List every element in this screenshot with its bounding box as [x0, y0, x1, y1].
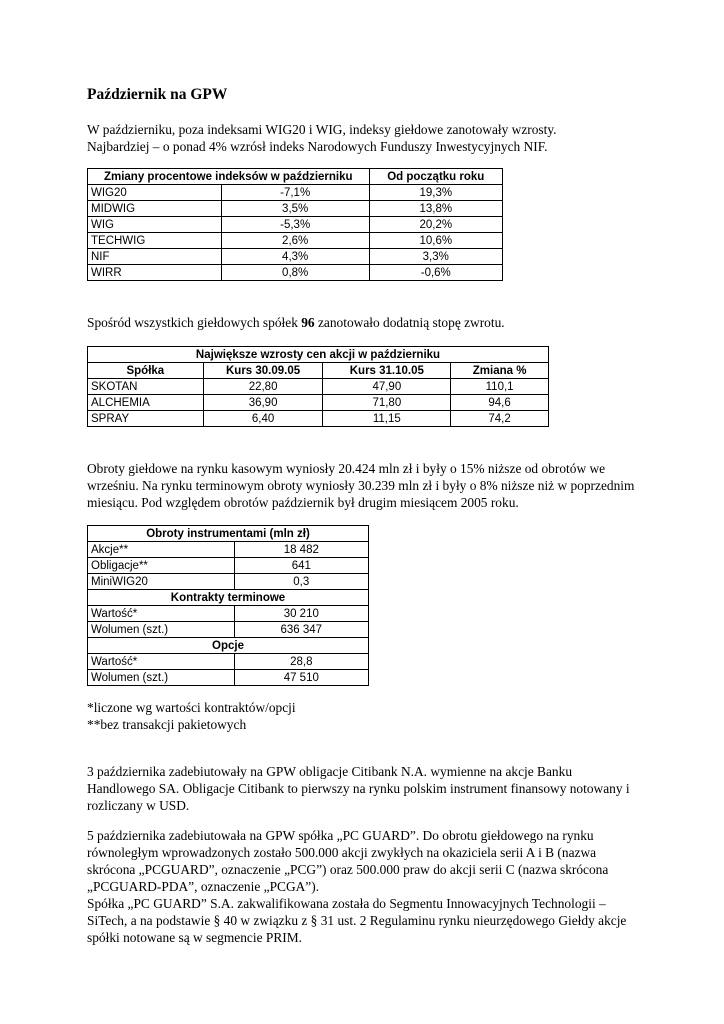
instrument-value: 0,3 [234, 574, 368, 590]
pcguard-paragraph [87, 827, 647, 946]
pcguard-line: SiTech, a na podstawie § 40 w związku z § 31 ust. 2 Regulaminu rynku nieurzędowego Giełdy akcje [87, 913, 627, 928]
table-row [88, 606, 369, 622]
price-change: 110,1 [451, 379, 549, 395]
table-row [88, 395, 549, 411]
table-row [88, 574, 369, 590]
october-change: -7,1% [221, 185, 369, 201]
index-name: NIF [88, 249, 222, 265]
turnover-line: wrześniu. Na rynku terminowym obroty wyniosły 30.239 mln zł i były o 8% niższe niż w poprzednim [87, 478, 635, 493]
instrument-value: 641 [234, 558, 368, 574]
turnover-line: Obroty giełdowe na rynku kasowym wyniosły 20.424 mln zł i były o 15% niższe od obrotów we [87, 461, 606, 476]
company-name: SKOTAN [88, 379, 204, 395]
price-start: 22,80 [203, 379, 323, 395]
table-row [88, 654, 369, 670]
table-row [88, 670, 369, 686]
intro-line: W październiku, poza indeksami WIG20 i WIG, indeksy giełdowe zanotowały wzrosty. [87, 122, 557, 137]
table-row [88, 185, 503, 201]
citibank-paragraph [87, 763, 647, 814]
table-row [88, 622, 369, 638]
section-header-row [88, 590, 369, 606]
table-row [88, 201, 503, 217]
citibank-line: Handlowego SA. Obligacje Citibank to pierwszy na rynku polskim instrument finansowy notowany i [87, 781, 630, 796]
index-name: WIRR [88, 265, 222, 281]
table-row [88, 558, 369, 574]
table-header-row [88, 169, 503, 185]
october-change: 4,3% [221, 249, 369, 265]
table-header-row [88, 363, 549, 379]
column-header: Zmiana % [451, 363, 549, 379]
turnover-line: miesiącu. Pod względem obrotów październik był drugim miesiącem 2005 roku. [87, 495, 519, 510]
returns-before: Spośród wszystkich giełdowych spółek [87, 315, 302, 330]
table-row [88, 233, 503, 249]
column-header: Od początku roku [369, 169, 502, 185]
instrument-label: Akcje** [88, 542, 235, 558]
october-change: 3,5% [221, 201, 369, 217]
pcguard-line: spółki notowane są w segmencie PRIM. [87, 930, 302, 945]
column-header: Kurs 30.09.05 [203, 363, 323, 379]
instrument-value: 18 482 [234, 542, 368, 558]
table-row [88, 265, 503, 281]
ytd-change: 3,3% [369, 249, 502, 265]
citibank-line: rozliczany w USD. [87, 798, 190, 813]
index-name: TECHWIG [88, 233, 222, 249]
column-header: Spółka [88, 363, 204, 379]
pcguard-line: skrócona „PCGUARD”, oznaczenie „PCG”) oraz 500.000 praw do akcji serii C (nazwa skrócona [87, 862, 609, 877]
instrument-label: Wartość* [88, 606, 235, 622]
returns-count: 96 [301, 315, 315, 330]
table-row [88, 379, 549, 395]
instrument-value: 636 347 [234, 622, 368, 638]
turnover-paragraph [87, 460, 647, 511]
intro-line: Najbardziej – o ponad 4% wzrósł indeks Narodowych Funduszy Inwestycyjnych NIF. [87, 139, 548, 154]
instrument-value: 30 210 [234, 606, 368, 622]
october-change: -5,3% [221, 217, 369, 233]
section-title: Kontrakty terminowe [88, 590, 369, 606]
price-change: 74,2 [451, 411, 549, 427]
page-title: Październik na GPW [87, 86, 228, 103]
returns-sentence [87, 314, 647, 331]
instrument-value: 47 510 [234, 670, 368, 686]
ytd-change: -0,6% [369, 265, 502, 281]
citibank-line: 3 października zadebiutowały na GPW obligacje Citibank N.A. wymienne na akcje Banku [87, 764, 573, 779]
instrument-label: Wolumen (szt.) [88, 670, 235, 686]
table-row [88, 542, 369, 558]
price-change: 94,6 [451, 395, 549, 411]
price-start: 6,40 [203, 411, 323, 427]
pcguard-line: Spółka „PC GUARD” S.A. zakwalifikowana została do Segmentu Innowacyjnych Technologii – [87, 896, 606, 911]
table-row [88, 217, 503, 233]
ytd-change: 10,6% [369, 233, 502, 249]
instrument-label: Obligacje** [88, 558, 235, 574]
ytd-change: 19,3% [369, 185, 502, 201]
price-end: 71,80 [323, 395, 451, 411]
intro-paragraph [87, 121, 647, 155]
table-title-row [88, 526, 369, 542]
table-title: Obroty instrumentami (mln zł) [88, 526, 369, 542]
returns-after: zanotowało dodatnią stopę zwrotu. [314, 315, 505, 330]
price-start: 36,90 [203, 395, 323, 411]
footnote: *liczone wg wartości kontraktów/opcji [87, 700, 296, 715]
section-title: Opcje [88, 638, 369, 654]
october-change: 0,8% [221, 265, 369, 281]
column-header: Kurs 31.10.05 [323, 363, 451, 379]
index-changes-table [87, 168, 503, 281]
pcguard-line: równoległym wprowadzonych zostało 500.000 akcji zwykłych na okaziciela serii A i B (nazwa [87, 845, 597, 860]
table-title: Największe wzrosty cen akcji w październiku [88, 347, 549, 363]
section-header-row [88, 638, 369, 654]
column-header: Zmiany procentowe indeksów w październiku [88, 169, 370, 185]
ytd-change: 20,2% [369, 217, 502, 233]
company-name: SPRAY [88, 411, 204, 427]
top-gainers-table [87, 346, 549, 427]
table-row [88, 249, 503, 265]
price-end: 47,90 [323, 379, 451, 395]
pcguard-line: „PCGUARD-PDA”, oznaczenie „PCGA”). [87, 879, 320, 894]
footnotes [87, 699, 296, 733]
instrument-label: Wolumen (szt.) [88, 622, 235, 638]
footnote: **bez transakcji pakietowych [87, 717, 247, 732]
index-name: MIDWIG [88, 201, 222, 217]
instrument-label: MiniWIG20 [88, 574, 235, 590]
index-name: WIG [88, 217, 222, 233]
october-change: 2,6% [221, 233, 369, 249]
ytd-change: 13,8% [369, 201, 502, 217]
index-name: WIG20 [88, 185, 222, 201]
turnover-table [87, 525, 369, 686]
instrument-value: 28,8 [234, 654, 368, 670]
company-name: ALCHEMIA [88, 395, 204, 411]
pcguard-line: 5 października zadebiutowała na GPW spółka „PC GUARD”. Do obrotu giełdowego na rynku [87, 828, 594, 843]
table-title-row [88, 347, 549, 363]
returns-line [87, 314, 647, 331]
instrument-label: Wartość* [88, 654, 235, 670]
price-end: 11,15 [323, 411, 451, 427]
table-row [88, 411, 549, 427]
